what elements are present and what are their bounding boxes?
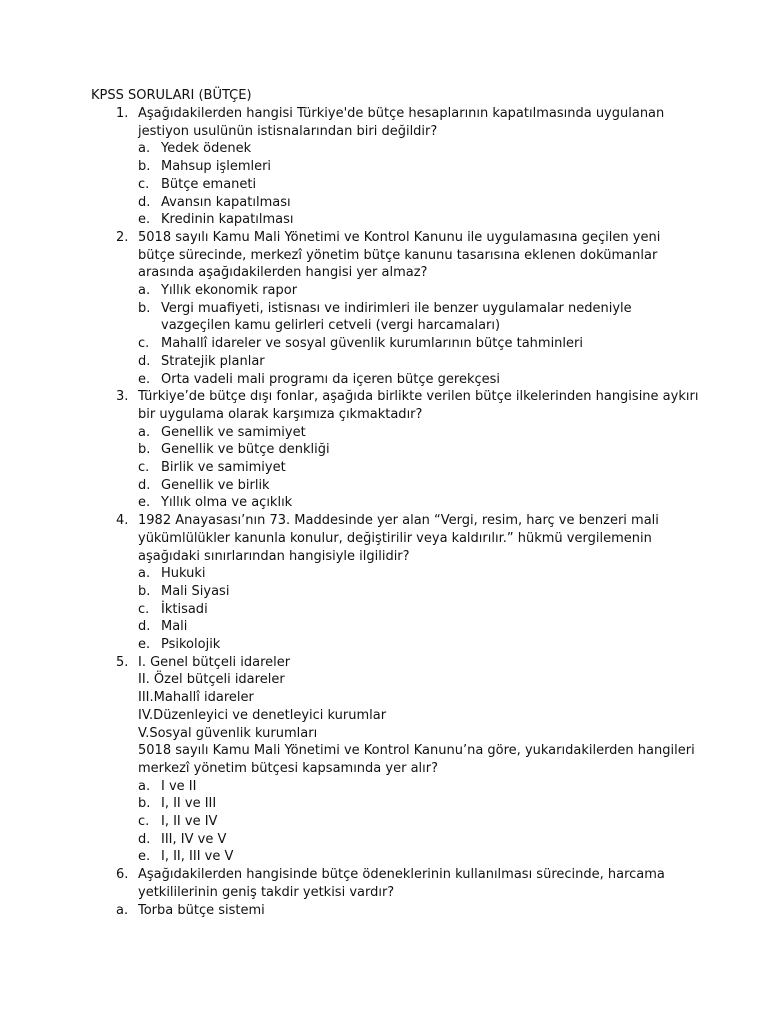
option-letter: a. [138, 283, 151, 298]
option-letter: a. [138, 566, 151, 582]
option-letter: e. [138, 495, 151, 511]
question-stem-line: bir uygulama olarak karşımıza çıkmaktadır? [138, 406, 423, 422]
option-letter: d. [138, 831, 151, 847]
option-letter: a. [116, 902, 129, 918]
option-letter: a. [138, 424, 151, 440]
question-stem-line: yetkililerinin geniş takdir yetkisi vardır? [138, 884, 395, 900]
option-text: İktisadi [161, 601, 208, 617]
option-letter: c. [138, 336, 150, 352]
option-text: Stratejik planlar [161, 353, 265, 369]
option-text: Avansın kapatılması [161, 194, 291, 210]
option-text: Mahsup işlemleri [161, 159, 272, 175]
question-stem-line: jestiyon usulünün istisnalarından biri değildir? [138, 123, 438, 139]
question-stem-line: V.Sosyal güvenlik kurumları [138, 725, 318, 741]
question-stem-line: yükümlülükler kanunla konulur, değiştirilir veya kaldırılır.” hükmü vergilemenin [138, 530, 652, 546]
option-text: Genellik ve birlik [161, 477, 270, 493]
option-letter: d. [138, 477, 151, 493]
option-letter: b. [138, 796, 151, 812]
option-letter: e. [138, 637, 151, 652]
option-text: Hukuki [161, 566, 206, 582]
option-text: Mahallî idareler ve sosyal güvenlik kurumlarının bütçe tahminleri [161, 336, 583, 352]
option-text: Torba bütçe sistemi [138, 902, 265, 918]
option-text: Vergi muafiyeti, istisnası ve indirimleri ile benzer uygulamalar nedeniyle [161, 300, 632, 316]
question-number: 1. [116, 106, 129, 121]
question-stem-line: IV.Düzenleyici ve denetleyici kurumlar [138, 707, 387, 723]
option-text: Genellik ve samimiyet [161, 424, 306, 440]
option-text: I, II ve IV [161, 814, 218, 829]
option-letter: d. [138, 353, 151, 369]
option-text: Mali [161, 619, 188, 635]
question-number: 3. [116, 389, 129, 405]
option-letter: c. [138, 814, 150, 829]
option-letter: e. [138, 371, 151, 387]
question-stem-line: merkezî yönetim bütçesi kapsamında yer alır? [138, 760, 439, 776]
question-number: 6. [116, 867, 129, 883]
question-stem-line: Aşağıdakilerden hangisi Türkiye'de bütçe hesaplarının kapatılmasında uygulanan [138, 106, 665, 121]
option-text: I, II, III ve V [161, 849, 234, 865]
option-letter: c. [138, 460, 150, 475]
option-text: Psikolojik [161, 637, 221, 652]
question-stem-line: 5018 sayılı Kamu Mali Yönetimi ve Kontrol Kanunu’na göre, yukarıdakilerden hangileri [138, 743, 695, 759]
option-text: Yıllık ekonomik rapor [161, 283, 298, 298]
option-text: Birlik ve samimiyet [161, 460, 286, 475]
question-stem-line: arasında aşağıdakilerden hangisi yer almaz? [138, 265, 428, 281]
option-text: III, IV ve V [161, 831, 227, 847]
option-letter: d. [138, 194, 151, 210]
option-text: I, II ve III [161, 796, 217, 812]
option-letter: d. [138, 619, 151, 635]
option-text: vazgeçilen kamu gelirleri cetveli (vergi harcamaları) [161, 318, 501, 334]
option-text: Bütçe emaneti [161, 176, 257, 192]
option-letter: a. [138, 778, 151, 794]
question-stem-line: 5018 sayılı Kamu Mali Yönetimi ve Kontrol Kanunu ile uygulamasına geçilen yeni [138, 229, 661, 245]
question-stem-line: III.Mahallî idareler [138, 690, 254, 706]
document-title: KPSS SORULARI (BÜTÇE) [91, 88, 252, 103]
option-text: Genellik ve bütçe denkliği [161, 442, 330, 458]
option-letter: b. [138, 159, 151, 175]
question-stem-line: Aşağıdakilerden hangisinde bütçe ödeneklerinin kullanılması sürecinde, harcama [138, 867, 665, 883]
option-letter: b. [138, 442, 151, 458]
option-text: Orta vadeli mali programı da içeren bütçe gerekçesi [161, 371, 501, 387]
question-number: 4. [116, 513, 129, 529]
option-text: Mali Siyasi [161, 583, 230, 599]
option-text: Yedek ödenek [161, 141, 252, 157]
question-number: 5. [116, 654, 129, 670]
option-letter: c. [138, 601, 150, 617]
question-stem-line: bütçe sürecinde, merkezî yönetim bütçe kanunu tasarısına eklenen dokümanlar [138, 247, 658, 263]
option-letter: b. [138, 583, 151, 599]
option-text: Kredinin kapatılması [161, 212, 294, 228]
question-stem-line: aşağıdaki sınırlarından hangisiyle ilgilidir? [138, 548, 410, 564]
question-stem-line: 1982 Anayasası’nın 73. Maddesinde yer alan “Vergi, resim, harç ve benzeri mali [138, 513, 659, 529]
option-text: I ve II [161, 778, 197, 794]
question-stem-line: I. Genel bütçeli idareler [138, 654, 291, 670]
question-number: 2. [116, 229, 129, 245]
question-stem-line: II. Özel bütçeli idareler [138, 672, 285, 688]
option-letter: b. [138, 300, 151, 316]
option-letter: a. [138, 141, 151, 157]
option-letter: e. [138, 849, 151, 865]
option-letter: c. [138, 176, 150, 192]
question-stem-line: Türkiye’de bütçe dışı fonlar, aşağıda birlikte verilen bütçe ilkelerinden hangisine aykırı [138, 389, 699, 405]
option-letter: e. [138, 212, 151, 228]
option-text: Yıllık olma ve açıklık [161, 495, 293, 511]
